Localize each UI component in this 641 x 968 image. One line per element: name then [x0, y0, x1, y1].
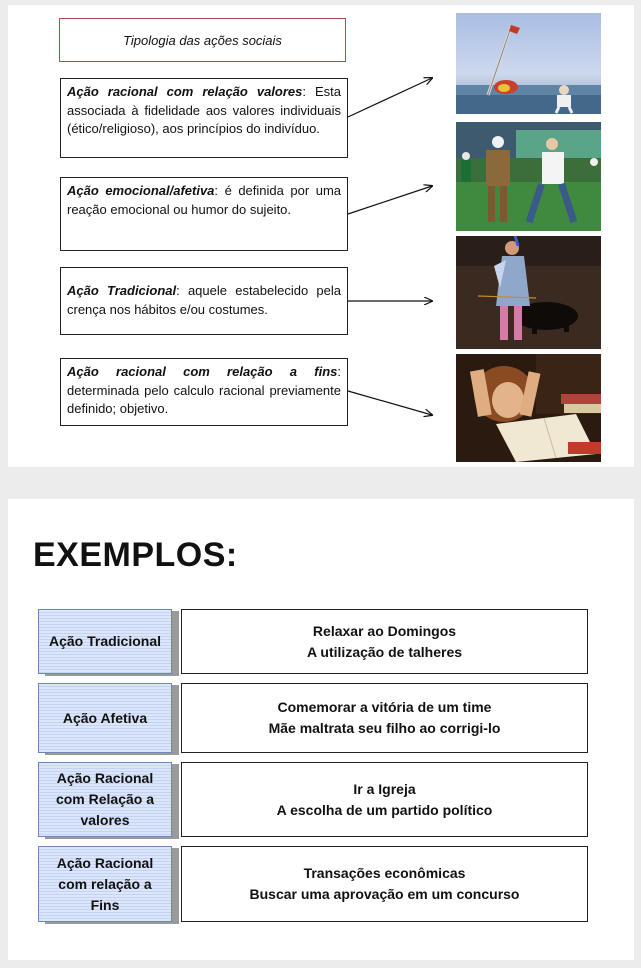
definition-box-emocional [60, 177, 348, 251]
football-celebration-photo [456, 122, 601, 231]
definition-text: : Esta associada à fidelidade aos valores individuais (ético/religioso), aos princípios do indivíduo. [67, 84, 341, 136]
example-box [181, 683, 588, 753]
example-line: Transações econômicas [303, 865, 466, 881]
definition-text: : é definida por uma reação emocional ou humor do sujeito. [67, 183, 342, 217]
example-label-box [38, 846, 172, 922]
example-label-box [38, 609, 172, 674]
bullfight-photo [456, 236, 601, 349]
slide-title: EXEMPLOS: [33, 536, 238, 574]
slide-title-box [59, 18, 346, 62]
example-line: A escolha de um partido político [276, 801, 493, 818]
example-box [181, 609, 588, 674]
flag-statue-photo [456, 13, 601, 114]
example-label: Ação Tradicional [48, 633, 162, 649]
example-label: Ação Afetiva [62, 709, 148, 726]
example-line: Mãe maltrata seu filho ao corrigi-lo [268, 720, 501, 736]
slide-tipologia [8, 5, 634, 467]
example-box [181, 846, 588, 922]
example-label-box [38, 683, 172, 753]
example-line: A utilização de talheres [306, 643, 463, 660]
definition-box-racional-fins [60, 358, 348, 426]
example-line: Buscar uma aprovação em um concurso [249, 886, 520, 902]
arrow-2 [348, 186, 432, 214]
example-line: Relaxar ao Domingos [312, 622, 457, 639]
slide-exemplos [8, 499, 634, 960]
definition-term: Ação Tradicional [67, 283, 177, 298]
example-line: Ir a Igreja [353, 780, 416, 797]
example-label: Ação Racional com relação a Fins [56, 854, 154, 913]
definition-term: Ação racional com relação valores [67, 84, 303, 99]
definition-term: Ação emocional/afetiva [67, 183, 215, 198]
example-label-box [38, 762, 172, 837]
arrow-4 [348, 391, 432, 415]
arrow-1 [348, 78, 432, 117]
definition-box-tradicional [60, 267, 348, 335]
example-line: Comemorar a vitória de um time [277, 699, 492, 715]
example-label: Ação Racional com Relação a valores [55, 770, 155, 828]
student-studying-photo [456, 354, 601, 462]
definition-box-racional-valores [60, 78, 348, 158]
slide-title: Tipologia das ações sociais [123, 32, 282, 48]
example-box [181, 762, 588, 837]
definition-text: : aquele estabelecido pela crença nos hábitos e/ou costumes. [67, 283, 342, 317]
definition-text: : determinada pelo calculo racional previamente definido; objetivo. [67, 364, 341, 416]
definition-term: Ação racional com relação a fins [67, 364, 338, 379]
